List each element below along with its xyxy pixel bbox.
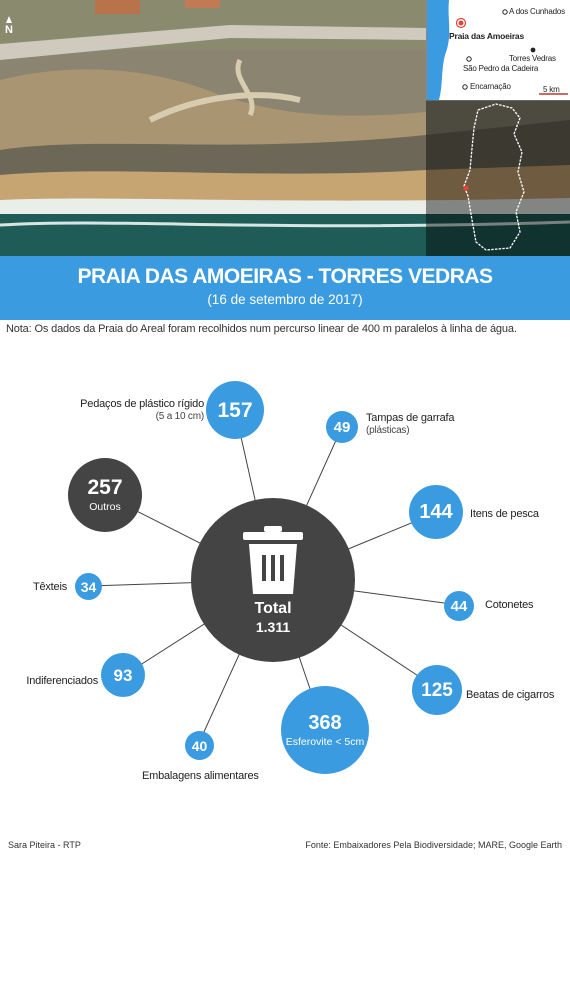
total-circle (191, 498, 355, 662)
trash-bin-icon (241, 524, 305, 596)
label-plastic-text: Pedaços de plástico rígido (80, 398, 204, 410)
total-value: 1.311 (255, 619, 291, 635)
bubble-caps (326, 411, 358, 443)
title-banner (0, 256, 570, 320)
location-map (426, 0, 570, 101)
value-undiff: 93 (113, 665, 133, 685)
source-credit: Fonte: Embaixadores Pela Biodiversidade; MARE, Google Earth (305, 840, 562, 850)
value-plastic: 157 (217, 398, 253, 422)
value-cotton: 44 (450, 597, 468, 615)
label-caps (366, 412, 454, 437)
portugal-map (426, 100, 570, 256)
label-cigarettes: Beatas de cigarros (466, 689, 555, 701)
note-text: Nota: Os dados da Praia do Areal foram recolhidos num percurso linear de 400 m paralelos à linha de água. (6, 323, 517, 335)
map-label-a-dos-cunhados: A dos Cunhados (509, 7, 565, 16)
value-fishing: 144 (419, 501, 453, 523)
value-cigarettes: 125 (421, 679, 453, 701)
bubble-cigarettes (412, 665, 462, 715)
total-label: Total (254, 600, 292, 617)
bubble-food (185, 731, 214, 760)
label-plastic-note: (5 a 10 cm) (155, 411, 204, 423)
value-caps: 49 (333, 418, 351, 436)
label-food: Embalagens alimentares (142, 770, 259, 782)
north-label: N (5, 24, 13, 36)
value-food: 40 (191, 737, 208, 754)
author-credit: Sara Piteira - RTP (8, 840, 81, 850)
bubble-cotton (444, 591, 474, 621)
bubble-plastic (206, 381, 264, 439)
bubble-textiles (75, 573, 102, 600)
label-caps-note: (plásticas) (366, 425, 410, 437)
label-plastic (80, 398, 204, 423)
value-textiles: 34 (80, 578, 97, 595)
label-undiff: Indiferenciados (26, 675, 98, 687)
map-label-praia-das-amoeiras: Praia das Amoeiras (449, 31, 524, 41)
bubble-fishing (409, 485, 463, 539)
value-others: 257 (87, 476, 123, 499)
map-scale-label: 5 km (543, 85, 560, 94)
map-label-torres-vedras: Torres Vedras (509, 54, 556, 63)
map-label-sao-pedro-da-cadeira: São Pedro da Cadeira (463, 64, 539, 73)
bubble-undiff (101, 653, 145, 697)
label-textiles: Têxteis (32, 581, 67, 593)
label-cotton: Cotonetes (485, 599, 534, 611)
aerial-photo (0, 0, 570, 256)
map-label-encarnacao: Encarnação (470, 82, 511, 91)
north-indicator (5, 16, 13, 36)
bubble-styrofoam (281, 686, 369, 774)
label-others: Outros (89, 501, 121, 513)
portugal-outline (426, 100, 570, 256)
litter-diagram (0, 350, 570, 810)
page-subtitle: (16 de setembro de 2017) (207, 292, 363, 307)
label-fishing: Itens de pesca (470, 508, 539, 520)
value-styrofoam: 368 (308, 711, 342, 734)
bubble-others (68, 458, 142, 532)
north-arrow-icon (6, 16, 12, 23)
label-styrofoam: Esferovite < 5cm (285, 735, 365, 748)
label-caps-text: Tampas de garrafa (366, 412, 455, 424)
page-title: PRAIA DAS AMOEIRAS - TORRES VEDRAS (77, 265, 493, 288)
